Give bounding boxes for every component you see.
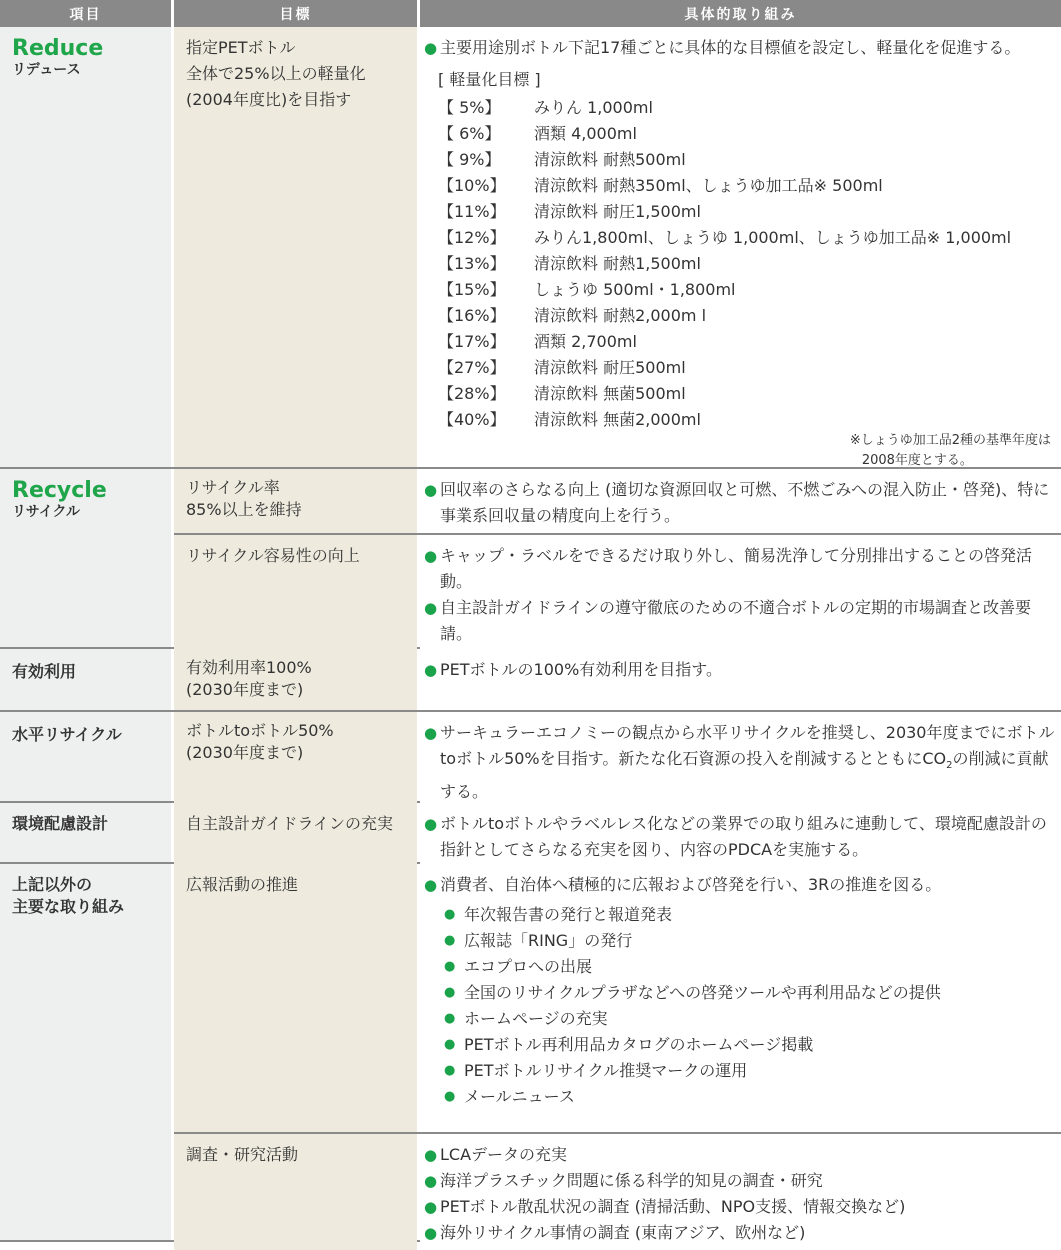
list-item: ● 回収率のさらなる向上 (適切な資源回収と可燃、不燃ごみへの混入防止・啓発)、特に事業系回収量の精度向上を行う。 xyxy=(424,477,1057,529)
actions-pr xyxy=(420,864,1061,1132)
row-other-initiatives xyxy=(0,862,1061,1242)
goal-horizontal-recycling: ボトルtoボトル50% (2030年度まで) xyxy=(174,712,417,809)
target-row: 【11%】 清涼飲料 耐圧1,500ml xyxy=(438,202,701,221)
target-row: 【17%】 酒類 2,700ml xyxy=(438,332,637,351)
actions-reduce xyxy=(420,27,1061,467)
bullet-icon: ● xyxy=(424,724,438,742)
target-row: 【10%】 清涼飲料 耐熱350ml、しょうゆ加工品※ 500ml xyxy=(438,176,883,195)
target-row: 【 9%】 清涼飲料 耐熱500ml xyxy=(438,150,686,169)
actions-effective-use xyxy=(420,649,1061,710)
target-row: 【27%】 清涼飲料 耐圧500ml xyxy=(438,358,686,377)
pr-item: ● ホームページの充実 xyxy=(424,1006,1057,1032)
bullet-icon: ● xyxy=(424,1172,438,1190)
target-row: 【28%】 清涼飲料 無菌500ml xyxy=(438,384,686,403)
recycle-jp: リサイクル xyxy=(12,504,81,520)
item-other-initiatives: 上記以外の 主要な取り組み xyxy=(0,864,171,1240)
list-item: ● PETボトル散乱状況の調査 (清掃活動、NPO支援、情報交換など) xyxy=(424,1194,1057,1220)
list-item: ● 主要用途別ボトル下記17種ごとに具体的な目標値を設定し、軽量化を促進する。 xyxy=(424,35,1057,61)
goal-recycle-rate: リサイクル率 85%以上を維持 xyxy=(174,469,417,533)
bullet-icon: ● xyxy=(424,661,438,679)
goal-reduce: 指定PETボトル 全体で25%以上の軽量化 (2004年度比)を目指す xyxy=(174,27,417,467)
target-row: 【12%】 みりん1,800ml、しょうゆ 1,000ml、しょうゆ加工品※ 1,000ml xyxy=(438,228,1012,247)
pr-item: ● 年次報告書の発行と報道発表 xyxy=(424,902,1057,928)
pr-item: ● PETボトル再利用品カタログのホームページ掲載 xyxy=(424,1032,1057,1058)
item-eco-design: 環境配慮設計 xyxy=(0,803,171,862)
list-item: ● 自主設計ガイドラインの遵守徹底のための不適合ボトルの定期的市場調査と改善要請。 xyxy=(424,595,1057,647)
list-item: ● 海外リサイクル事情の調査 (東南アジア、欧州など) xyxy=(424,1220,1057,1246)
header-item: 項目 xyxy=(0,0,171,27)
list-item: ● 消費者、自治体へ積極的に広報および啓発を行い、3Rの推進を図る。 xyxy=(424,872,1057,898)
targets-list xyxy=(424,95,1057,433)
item-horizontal-recycling: 水平リサイクル xyxy=(0,712,171,801)
item-effective-use: 有効利用 xyxy=(0,649,171,710)
goal-recyclability: リサイクル容易性の向上 xyxy=(174,535,417,651)
base-year-note: ※しょうゆ加工品2種の基準年度は 2008年度とする。 xyxy=(849,433,1051,468)
row-effective-use xyxy=(0,647,1061,710)
goal-research: 調査・研究活動 xyxy=(174,1134,417,1250)
recycle-en: Recycle xyxy=(12,478,107,503)
header-goal: 目標 xyxy=(174,0,417,27)
target-row: 【40%】 清涼飲料 無菌2,000ml xyxy=(438,410,701,429)
bullet-icon: ● xyxy=(444,933,456,948)
actions-recyclability xyxy=(420,535,1061,651)
bullet-icon: ● xyxy=(444,1011,456,1026)
pr-item: ● 全国のリサイクルプラザなどへの啓発ツールや再利用品などの提供 xyxy=(424,980,1057,1006)
target-row: 【15%】 しょうゆ 500ml・1,800ml xyxy=(438,280,736,299)
actions-eco-design xyxy=(420,803,1061,867)
pr-item: ● 広報誌「RING」の発行 xyxy=(424,928,1057,954)
actions-horizontal-recycling xyxy=(420,712,1061,809)
item-recycle xyxy=(0,469,171,647)
bullet-icon: ● xyxy=(424,876,438,894)
bullet-icon: ● xyxy=(444,1089,456,1104)
list-item: ● 海洋プラスチック問題に係る科学的知見の調査・研究 xyxy=(424,1168,1057,1194)
bullet-icon: ● xyxy=(444,1037,456,1052)
target-row: 【16%】 清涼飲料 耐熱2,000m l xyxy=(438,306,707,325)
header-actions: 具体的取り組み xyxy=(420,0,1061,27)
list-item: ● LCAデータの充実 xyxy=(424,1142,1057,1168)
bullet-icon: ● xyxy=(444,1063,456,1078)
table-header xyxy=(0,0,1061,27)
actions-recycle-rate xyxy=(420,469,1061,533)
item-reduce xyxy=(0,27,171,467)
reduce-en: Reduce xyxy=(12,36,104,61)
row-horizontal-recycling xyxy=(0,710,1061,801)
bullet-icon: ● xyxy=(424,1224,438,1242)
bullet-icon: ● xyxy=(424,1146,438,1164)
bullet-icon: ● xyxy=(444,985,456,1000)
bullet-icon: ● xyxy=(424,1198,438,1216)
actions-research xyxy=(420,1134,1061,1250)
target-row: 【 6%】 酒類 4,000ml xyxy=(438,124,637,143)
reduce-jp: リデュース xyxy=(12,62,81,78)
target-row: 【13%】 清涼飲料 耐熱1,500ml xyxy=(438,254,701,273)
bullet-icon: ● xyxy=(424,815,438,833)
row-recycle xyxy=(0,467,1061,647)
list-item: ● PETボトルの100%有効利用を目指す。 xyxy=(424,657,1057,683)
target-row: 【 5%】 みりん 1,000ml xyxy=(438,98,653,117)
pr-item: ● エコプロへの出展 xyxy=(424,954,1057,980)
bullet-icon: ● xyxy=(424,599,438,617)
bullet-icon: ● xyxy=(424,39,438,57)
goal-eco-design: 自主設計ガイドラインの充実 xyxy=(174,803,417,867)
pr-item: ● PETボトルリサイクル推奨マークの運用 xyxy=(424,1058,1057,1084)
targets-title: [ 軽量化目標 ] xyxy=(438,70,541,89)
goal-pr: 広報活動の推進 xyxy=(174,864,417,1132)
bullet-icon: ● xyxy=(444,907,456,922)
bullet-icon: ● xyxy=(424,547,438,565)
row-eco-design xyxy=(0,801,1061,862)
goal-effective-use: 有効利用率100% (2030年度まで) xyxy=(174,649,417,710)
list-item: ● サーキュラーエコノミーの観点から水平リサイクルを推奨し、2030年度までにボトルtoボトル50%を目指す。新たな化石資源の投入を削減するとともに$CO_2$の削減に貢献する。 xyxy=(424,720,1057,805)
list-item: ● ボトルtoボトルやラベルレス化などの業界での取り組みに連動して、環境配慮設計の指針としてさらなる充実を図り、内容のPDCAを実施する。 xyxy=(424,811,1057,863)
list-item: ● キャップ・ラベルをできるだけ取り外し、簡易洗浄して分別排出することの啓発活動。 xyxy=(424,543,1057,595)
bullet-icon: ● xyxy=(444,959,456,974)
row-reduce xyxy=(0,27,1061,467)
bullet-icon: ● xyxy=(424,481,438,499)
pr-item: ● メールニュース xyxy=(424,1084,1057,1110)
